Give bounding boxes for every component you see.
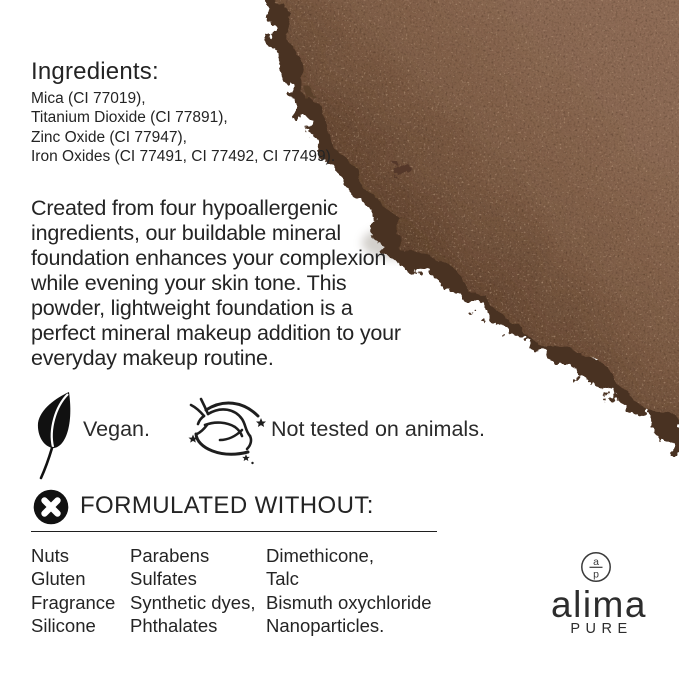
excluded-ingredient: Synthetic dyes, — [130, 591, 256, 613]
vegan-label: Vegan. — [83, 417, 150, 441]
excluded-ingredient: Fragrance — [31, 591, 116, 613]
product-description — [31, 196, 401, 371]
ingredients-heading: Ingredients: — [31, 58, 159, 85]
excluded-ingredient: Sulfates — [130, 568, 197, 590]
brand-wordmark: alima — [551, 584, 647, 625]
excluded-ingredient: Phthalates — [130, 615, 218, 637]
formulated-without-column-2 — [130, 544, 255, 638]
ingredient-line: Mica (CI 77019), — [31, 90, 146, 107]
excluded-ingredient: Silicone — [31, 615, 96, 637]
powder-crumb-speck — [391, 165, 407, 175]
leaf-icon — [25, 390, 85, 485]
ingredient-line: Iron Oxides (CI 77491, CI 77492, CI 77499). — [31, 147, 336, 165]
monogram-top-letter: a — [593, 556, 599, 568]
formulated-without-column-3 — [266, 544, 432, 638]
description-line: perfect mineral makeup addition to your — [31, 321, 401, 345]
formulated-without-column-1 — [31, 544, 115, 638]
cruelty-free-label: Not tested on animals. — [271, 417, 485, 441]
excluded-ingredient: Talc — [266, 568, 299, 590]
excluded-ingredient: Dimethicone, — [266, 545, 374, 566]
excluded-ingredient: Gluten — [31, 568, 86, 590]
excluded-ingredient: Nuts — [31, 545, 70, 566]
brand-tagline: PURE — [570, 621, 633, 637]
ingredients-list — [31, 89, 335, 166]
monogram-bottom-letter: p — [593, 568, 599, 581]
formulated-without-heading: FORMULATED WITHOUT: — [80, 492, 374, 519]
description-line: while evening your skin tone. This — [31, 271, 347, 295]
description-line: ingredients, our buildable mineral — [31, 221, 341, 245]
description-line: everyday makeup routine. — [31, 346, 274, 370]
ingredient-line: Zinc Oxide (CI 77947), — [31, 128, 187, 146]
description-line: Created from four hypoallergenic — [31, 196, 338, 220]
description-line: foundation enhances your complexion — [31, 246, 387, 270]
excluded-ingredient: Nanoparticles. — [266, 615, 385, 637]
excluded-ingredient: Parabens — [130, 545, 210, 566]
circle-x-icon — [33, 489, 69, 525]
description-line: powder, lightweight foundation is a — [31, 296, 353, 320]
leaping-bunny-icon — [183, 397, 271, 469]
excluded-ingredient: Bismuth oxychloride — [266, 591, 432, 613]
ingredient-line: Titanium Dioxide (CI 77891), — [31, 109, 228, 127]
section-divider — [31, 531, 437, 532]
monogram-ap-icon — [579, 550, 613, 584]
